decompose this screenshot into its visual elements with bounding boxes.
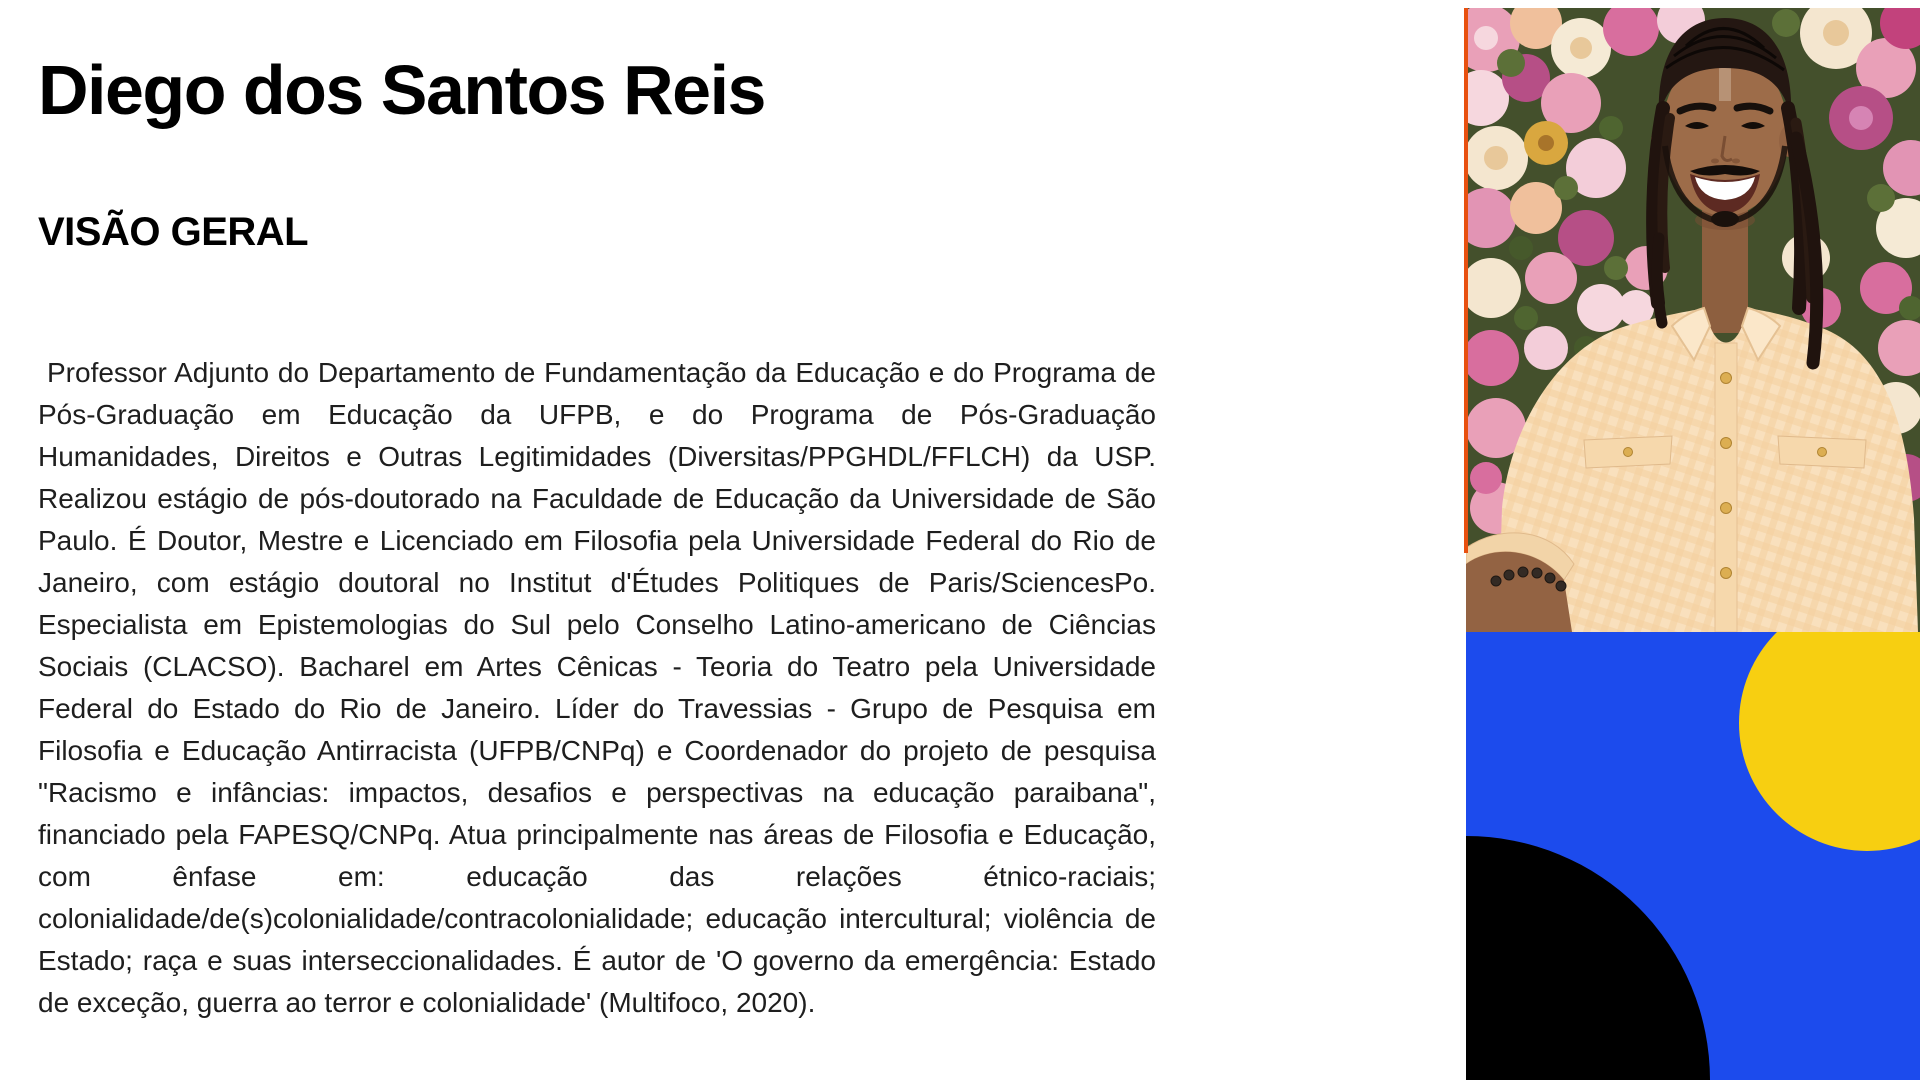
section-heading-visao-geral: VISÃO GERAL bbox=[38, 210, 309, 254]
page-title: Diego dos Santos Reis bbox=[38, 51, 765, 129]
decorative-graphic bbox=[1466, 632, 1920, 1080]
yellow-circle bbox=[1739, 632, 1920, 851]
portrait-illustration bbox=[1466, 8, 1920, 632]
profile-photo bbox=[1466, 8, 1920, 632]
forearm-and-bracelet bbox=[1466, 533, 1574, 632]
accent-line bbox=[1464, 8, 1468, 553]
black-circle bbox=[1466, 836, 1710, 1080]
bio-paragraph: Professor Adjunto do Departamento de Fundamentação da Educação e do Programa de Pós-Graduação em Educação da UFPB, e do Programa de Pós-Graduação Humanidades, Direitos e Outras Legitimidades (Diversitas/PPGHDL/FFLCH) da USP. Realizou estágio de pós-doutorado na Faculdade de Educação da Universidade de São Paulo. É Doutor, Mestre e Licenciado em Filosofia pela Universidade Federal do Rio de Janeiro, com estágio doutoral no Institut d'Études Politiques de Paris/SciencesPo. Especialista em Epistemologias do Sul pelo Conselho Latino-americano de Ciências Sociais (CLACSO). Bacharel em Artes Cênicas - Teoria do Teatro pela Universidade Federal do Estado do Rio de Janeiro. Líder do Travessias - Grupo de Pesquisa em Filosofia e Educação Antirracista (UFPB/CNPq) e Coordenador do projeto de pesquisa "Racismo e infâncias: impactos, desafios e perspectivas na educação paraibana", financiado pela FAPESQ/CNPq. Atua principalmente nas áreas de Filosofia e Educação, com ênfase em: educação das relações étnico-raciais; colonialidade/de(s)colonialidade/contracolonialidade; educação intercultural; violência de Estado; raça e suas interseccionalidades. É autor de 'O governo da emergência: Estado de exceção, guerra ao terror e colonialidade' (Multifoco, 2020). bbox=[38, 357, 1156, 1018]
